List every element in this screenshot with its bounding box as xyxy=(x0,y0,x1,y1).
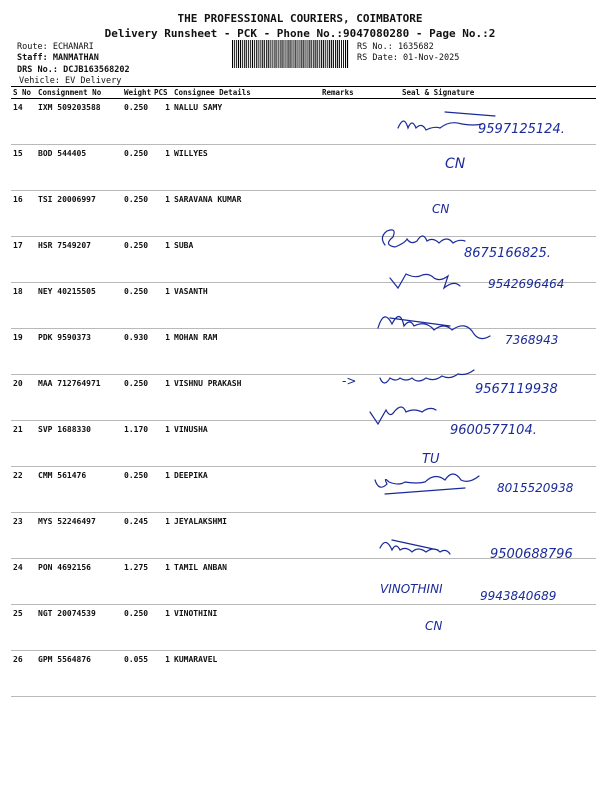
cell-pcs: 1 xyxy=(152,329,172,375)
note-22: TU xyxy=(422,452,440,467)
cell-consignee: VASANTH xyxy=(172,283,320,329)
cell-pcs: 1 xyxy=(152,191,172,237)
cell-remarks xyxy=(320,145,378,191)
cell-weight: 1.275 xyxy=(122,559,152,605)
cell-signature xyxy=(378,605,596,651)
rs-number: RS No.: 1635682 xyxy=(357,42,434,52)
cell-sno: 24 xyxy=(11,559,36,605)
table-row xyxy=(11,513,596,559)
cell-remarks xyxy=(320,467,378,513)
cell-pcs: 1 xyxy=(152,559,172,605)
col-consignee: Consignee Details xyxy=(172,87,320,99)
cell-pcs: 1 xyxy=(152,375,172,421)
name-25: VINOTHINI xyxy=(380,582,443,596)
drs-label: DRS No.: xyxy=(17,65,58,75)
cell-sno: 25 xyxy=(11,605,36,651)
cell-signature xyxy=(378,559,596,605)
cell-consignee: VINOTHINI xyxy=(172,605,320,651)
cell-consignment: TSI 20006997 xyxy=(36,191,122,237)
staff-value: MANMATHAN xyxy=(52,53,99,63)
table-row xyxy=(11,283,596,329)
cell-weight: 0.250 xyxy=(122,375,152,421)
cell-consignment: NGT 20074539 xyxy=(36,605,122,651)
cell-consignment: MYS 52246497 xyxy=(36,513,122,559)
cell-pcs: 1 xyxy=(152,237,172,283)
col-sno: S No xyxy=(11,87,36,99)
staff-line xyxy=(17,53,99,63)
phone-21: 9600577104. xyxy=(450,423,537,438)
cell-weight: 0.250 xyxy=(122,99,152,145)
table-row xyxy=(11,605,596,651)
cell-weight: 0.250 xyxy=(122,283,152,329)
cell-remarks xyxy=(320,375,378,421)
cell-consignee: NALLU SAMY xyxy=(172,99,320,145)
table-row xyxy=(11,329,596,375)
cell-consignment: IXM 509203588 xyxy=(36,99,122,145)
cell-sno: 15 xyxy=(11,145,36,191)
arrow-20: -> xyxy=(342,374,357,388)
cell-signature xyxy=(378,467,596,513)
cell-signature xyxy=(378,283,596,329)
rs-date: RS Date: 01-Nov-2025 xyxy=(357,53,460,63)
barcode xyxy=(232,40,352,68)
cell-remarks xyxy=(320,191,378,237)
cell-pcs: 1 xyxy=(152,513,172,559)
staff-label: Staff: xyxy=(17,53,48,63)
note-26: CN xyxy=(425,619,443,633)
cell-consignee: SUBA xyxy=(172,237,320,283)
cell-remarks xyxy=(320,99,378,145)
cell-sno: 22 xyxy=(11,467,36,513)
note-16: CN xyxy=(432,202,450,216)
cell-sno: 19 xyxy=(11,329,36,375)
cell-sno: 17 xyxy=(11,237,36,283)
cell-sno: 23 xyxy=(11,513,36,559)
cell-sno: 16 xyxy=(11,191,36,237)
cell-consignee: DEEPIKA xyxy=(172,467,320,513)
table-row xyxy=(11,467,596,513)
cell-consignment: PON 4692156 xyxy=(36,559,122,605)
cell-consignee: VINUSHA xyxy=(172,421,320,467)
cell-consignment: SVP 1688330 xyxy=(36,421,122,467)
cell-consignment: NEY 40215505 xyxy=(36,283,122,329)
table-row xyxy=(11,145,596,191)
cell-remarks xyxy=(320,559,378,605)
cell-signature xyxy=(378,237,596,283)
table-row xyxy=(11,559,596,605)
cell-consignment: CMM 561476 xyxy=(36,467,122,513)
phone-25: 9943840689 xyxy=(480,589,557,603)
drs-value: DCJB163568202 xyxy=(63,65,130,75)
cell-weight: 0.930 xyxy=(122,329,152,375)
cell-remarks xyxy=(320,283,378,329)
cell-pcs: 1 xyxy=(152,99,172,145)
cell-weight: 0.250 xyxy=(122,237,152,283)
col-weight: Weight xyxy=(124,88,152,97)
col-pcs: PCS xyxy=(152,87,172,99)
cell-sno: 20 xyxy=(11,375,36,421)
cell-signature xyxy=(378,145,596,191)
note-15: CN xyxy=(445,156,466,172)
cell-remarks xyxy=(320,237,378,283)
cell-weight: 0.250 xyxy=(122,605,152,651)
cell-consignee: JEYALAKSHMI xyxy=(172,513,320,559)
cell-consignment: PDK 9590373 xyxy=(36,329,122,375)
cell-pcs: 1 xyxy=(152,605,172,651)
cell-consignment: BOD 544405 xyxy=(36,145,122,191)
cell-weight: 1.170 xyxy=(122,421,152,467)
col-remarks: Remarks xyxy=(320,87,378,99)
cell-signature xyxy=(378,421,596,467)
cell-sno: 18 xyxy=(11,283,36,329)
cell-consignee: WILLYES xyxy=(172,145,320,191)
cell-remarks xyxy=(320,329,378,375)
cell-consignee: SARAVANA KUMAR xyxy=(172,191,320,237)
cell-pcs: 1 xyxy=(152,467,172,513)
drs-line xyxy=(17,65,130,75)
table-row xyxy=(11,421,596,467)
cell-signature xyxy=(378,329,596,375)
table-header xyxy=(11,87,596,99)
cell-sno: 21 xyxy=(11,421,36,467)
cell-pcs: 1 xyxy=(152,651,172,697)
cell-remarks xyxy=(320,651,378,697)
cell-consignment: HSR 7549207 xyxy=(36,237,122,283)
cell-sno: 14 xyxy=(11,99,36,145)
cell-weight: 0.250 xyxy=(122,191,152,237)
phone-14: 9597125124. xyxy=(478,122,565,137)
cell-signature xyxy=(378,513,596,559)
cell-pcs: 1 xyxy=(152,283,172,329)
cell-weight: 0.245 xyxy=(122,513,152,559)
phone-23: 8015520938 xyxy=(497,481,574,495)
table-row xyxy=(11,99,596,145)
table-row xyxy=(11,651,596,697)
table-row xyxy=(11,375,596,421)
phone-19: 7368943 xyxy=(505,333,559,347)
phone-17: 8675166825. xyxy=(464,246,551,261)
cell-signature xyxy=(378,375,596,421)
cell-signature xyxy=(378,651,596,697)
phone-20: 9567119938 xyxy=(475,382,558,397)
cell-pcs: 1 xyxy=(152,145,172,191)
cell-weight: 0.250 xyxy=(122,145,152,191)
runsheet-table xyxy=(11,86,596,697)
cell-consignment: GPM 5564876 xyxy=(36,651,122,697)
cell-consignment: MAA 712764971 xyxy=(36,375,122,421)
company-title: THE PROFESSIONAL COURIERS, COIMBATORE xyxy=(177,12,423,25)
table-row xyxy=(11,237,596,283)
phone-18: 9542696464 xyxy=(488,277,565,291)
col-consignment: Consignment No xyxy=(36,87,122,99)
cell-remarks xyxy=(320,513,378,559)
table-row xyxy=(11,191,596,237)
col-signature: Seal & Signature xyxy=(378,87,596,99)
cell-signature xyxy=(378,191,596,237)
cell-consignee: TAMIL ANBAN xyxy=(172,559,320,605)
phone-24: 9500688796 xyxy=(490,547,573,562)
cell-remarks xyxy=(320,605,378,651)
vehicle-text: Vehicle: EV Delivery xyxy=(19,76,122,86)
cell-consignee: KUMARAVEL xyxy=(172,651,320,697)
cell-consignee: MOHAN RAM xyxy=(172,329,320,375)
cell-signature xyxy=(378,99,596,145)
cell-weight: 0.250 xyxy=(122,467,152,513)
cell-pcs: 1 xyxy=(152,421,172,467)
route-text: Route: ECHANARI xyxy=(17,42,94,52)
runsheet-subtitle: Delivery Runsheet - PCK - Phone No.:9047080280 - Page No.:2 xyxy=(104,27,496,40)
cell-consignee: VISHNU PRAKASH xyxy=(172,375,320,421)
cell-weight: 0.055 xyxy=(122,651,152,697)
cell-remarks xyxy=(320,421,378,467)
cell-sno: 26 xyxy=(11,651,36,697)
